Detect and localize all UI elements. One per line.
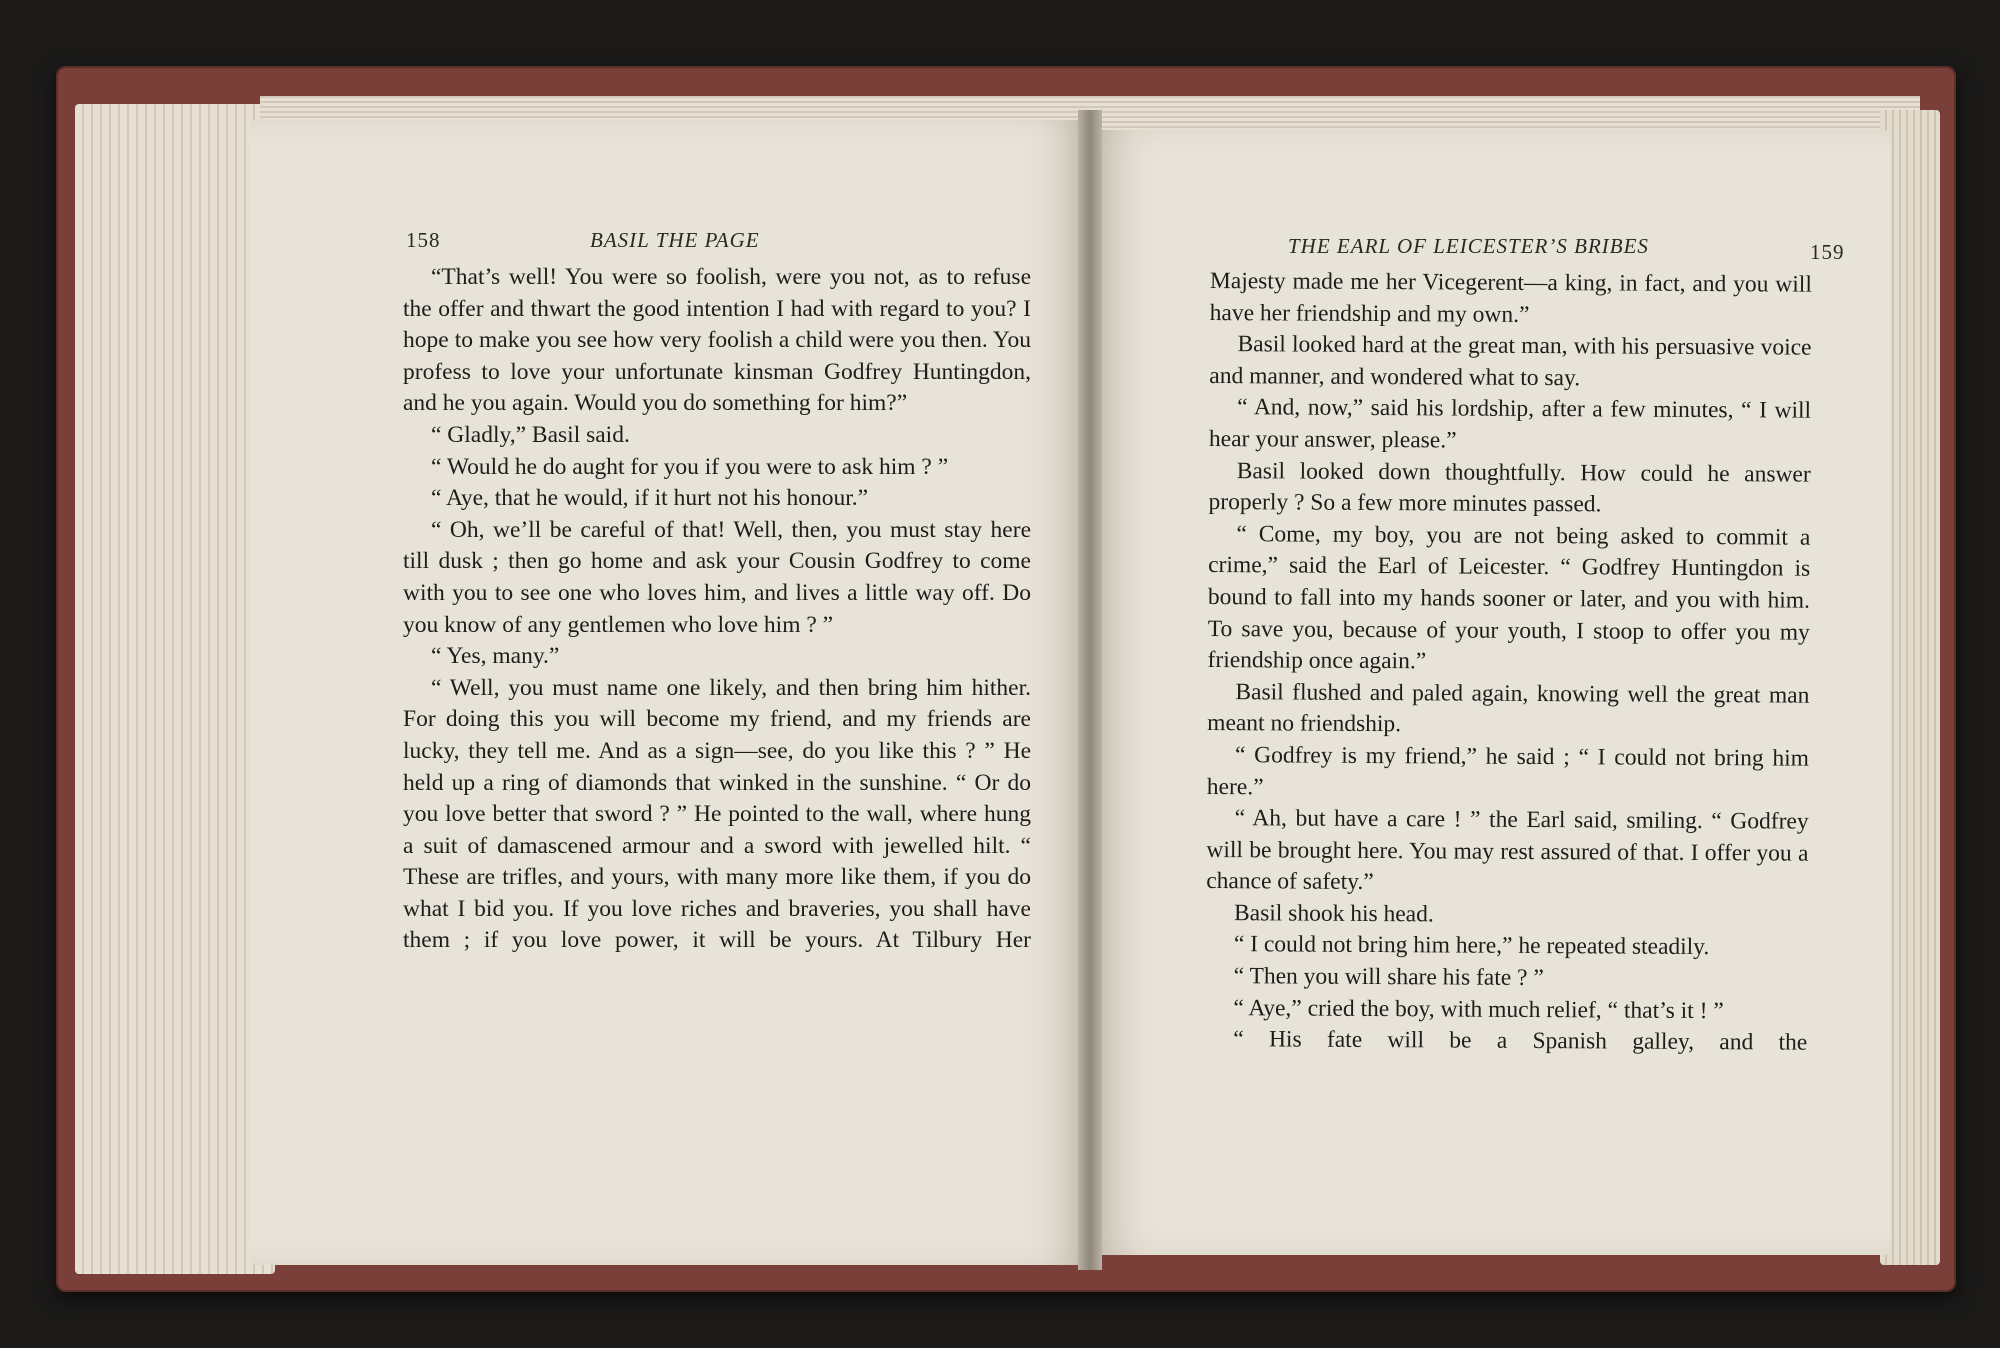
right-page-text xyxy=(1205,266,1812,1060)
left-page-number: 158 xyxy=(406,228,441,252)
paragraph: “That’s well! You were so foolish, were you not, as to refuse the offer and thwart the good intention I had with regard to you? I hope to make you see how very foolish a child were you then. You profess to love your unfortunate kinsman Godfrey Huntingdon, and he you again. Would you do something for him?” xyxy=(403,264,1031,417)
left-page-text xyxy=(403,262,1031,957)
paragraph: “ Gladly,” Basil said. xyxy=(431,421,630,448)
paragraph: Basil looked hard at the great man, with his persuasive voice and manner, and wondered what to say. xyxy=(1209,331,1812,392)
paragraph: Majesty made me her Vicegerent—a king, in fact, and you will have her friendship and my own.” xyxy=(1209,267,1812,328)
left-page xyxy=(250,120,1090,1265)
paragraph: “ Ah, but have a care ! ” the Earl said, smiling. “ Godfrey will be brought here. You may rest assured of that. I offer you a chance of safety.” xyxy=(1206,805,1809,896)
paragraph: Basil shook his head. xyxy=(1233,900,1434,928)
page-edges-left xyxy=(75,104,275,1274)
left-running-head: BASIL THE PAGE xyxy=(590,228,760,252)
paragraph: “ Aye,” cried the boy, with much relief, “ that’s it ! ” xyxy=(1233,994,1724,1024)
paragraph: “ Then you will share his fate ? ” xyxy=(1233,963,1544,992)
right-running-head: THE EARL OF LEICESTER’S BRIBES xyxy=(1288,234,1649,258)
paragraph: “ Aye, that he would, if it hurt not his honour.” xyxy=(431,485,869,512)
paragraph: “ His fate will be a Spanish galley, and the xyxy=(1233,1026,1808,1056)
paragraph: “ And, now,” said his lordship, after a few minutes, “ I will hear your answer, please.” xyxy=(1208,394,1812,454)
book-gutter xyxy=(1078,110,1102,1270)
paragraph: “ Godfrey is my friend,” he said ; “ I could not bring him here.” xyxy=(1206,742,1810,800)
paragraph: “ I could not bring him here,” he repeated steadily. xyxy=(1233,931,1710,961)
paragraph: “ Oh, we’ll be careful of that! Well, then, you must stay here till dusk ; then go home and ask your Cousin Godfrey to come with you to see one who loves him, and lives a little way off. Do you know of any gentlemen who love him ? ” xyxy=(403,516,1031,638)
paragraph: “ Would he do aught for you if you were to ask him ? ” xyxy=(431,453,949,480)
paragraph: “ Well, you must name one likely, and then bring him hither. For doing this you will become my friend, and my friends are lucky, they tell me. And as a sign—see, do you like this ? ” He held up a ring of diamonds that winked in the sunshine. “ Or do you love better that sword ? ” He pointed to the wall, where hung a suit of damascened armour and a sword with jewelled hilt. “ These are trifles, and yours, with many more like them, if you do what I bid you. If you love riches and braveries, you shall have them ; if you love power, it will be yours. At Tilbury Her xyxy=(403,674,1031,954)
paragraph: “ Come, my boy, you are not being asked to commit a crime,” said the Earl of Leicester. “ Godfrey Huntingdon is bound to fall into my hands sooner or later, and you with him. To save you, because of your youth, I stoop to offer you my friendship once again.” xyxy=(1207,520,1811,675)
right-page xyxy=(1090,130,1890,1255)
paragraph: Basil looked down thoughtfully. How could he answer properly ? So a few more minutes passed. xyxy=(1208,457,1811,518)
right-page-number: 159 xyxy=(1810,240,1845,264)
paragraph: “ Yes, many.” xyxy=(431,643,560,670)
paragraph: Basil flushed and paled again, knowing well the great man meant no friendship. xyxy=(1207,678,1810,738)
